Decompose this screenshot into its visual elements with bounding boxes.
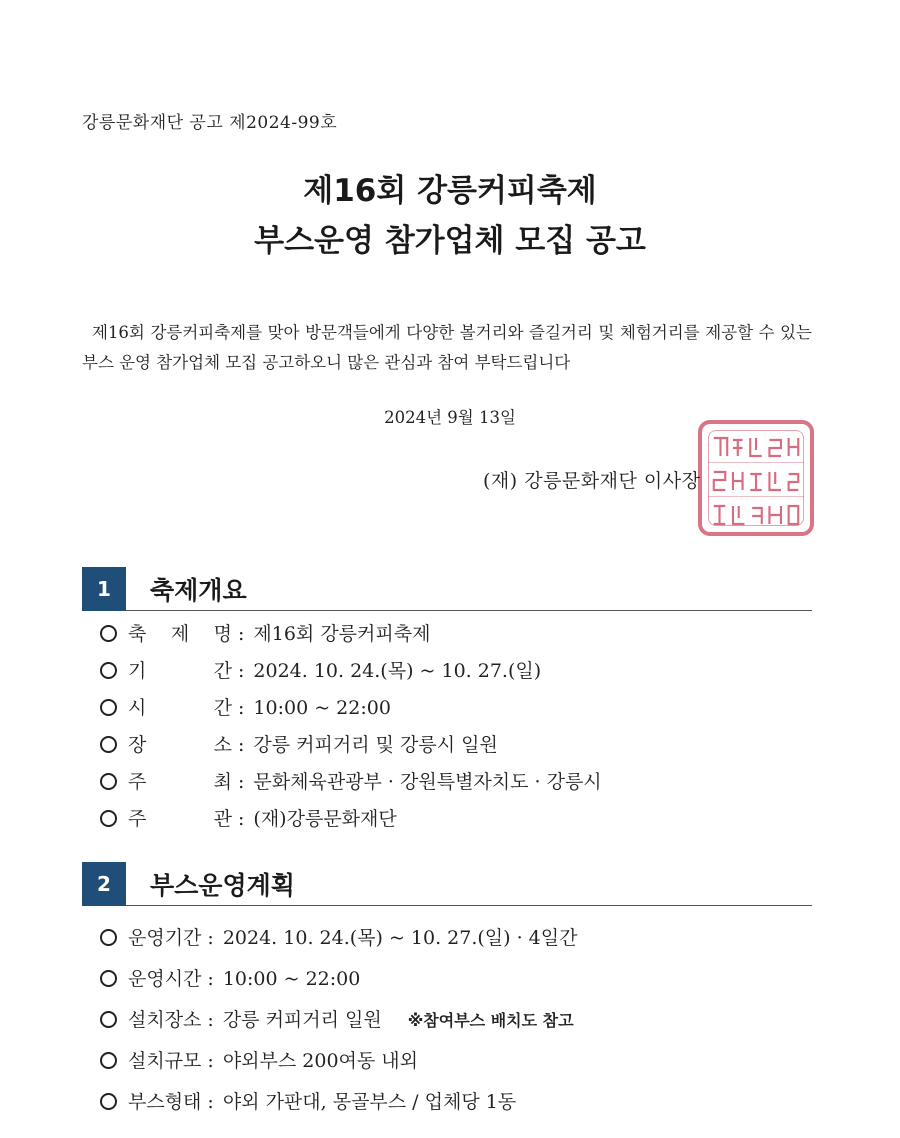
- list-item: 주 관 : (재)강릉문화재단: [100, 801, 602, 838]
- section-1-divider: [126, 610, 812, 611]
- item-label: 기 간: [128, 660, 232, 682]
- item-label: 축 제 명: [128, 623, 232, 645]
- item-value: 10:00 ~ 22:00: [253, 697, 391, 719]
- section-2-number: 2: [82, 862, 126, 906]
- item-label: 주 최: [128, 771, 232, 793]
- item-label: 설치규모: [128, 1050, 202, 1072]
- list-item: 부스형태 : 야외 가판대, 몽골부스 / 업체당 1동: [100, 1082, 577, 1123]
- item-label: 부스형태: [128, 1091, 202, 1113]
- notice-number: 강릉문화재단 공고 제2024-99호: [82, 113, 338, 133]
- list-item: 기 간 : 2024. 10. 24.(목) ~ 10. 27.(일): [100, 653, 602, 690]
- list-item: 운영기간 : 2024. 10. 24.(목) ~ 10. 27.(일) · 4일간: [100, 918, 577, 959]
- intro-paragraph: 제16회 강릉커피축제를 맞아 방문객들에게 다양한 볼거리와 즐길거리 및 체험거리를 제공할 수 있는 부스 운영 참가업체 모집 공고하오니 많은 관심과 참여 부탁드립니다: [82, 323, 812, 372]
- circle-bullet-icon: [100, 699, 117, 716]
- section-1-number: 1: [82, 567, 126, 611]
- list-item: 장 소 : 강릉 커피거리 및 강릉시 일원: [100, 727, 602, 764]
- list-item: 시 간 : 10:00 ~ 22:00: [100, 690, 602, 727]
- item-value: 2024. 10. 24.(목) ~ 10. 27.(일) · 4일간: [222, 927, 578, 949]
- circle-bullet-icon: [100, 1011, 117, 1028]
- circle-bullet-icon: [100, 736, 117, 753]
- festival-overview-list: [100, 616, 602, 838]
- section-1-title: 축제개요: [150, 576, 247, 605]
- item-value: 야외 가판대, 몽골부스 / 업체당 1동: [222, 1091, 517, 1113]
- section-2-divider: [126, 905, 812, 906]
- item-value: 제16회 강릉커피축제: [253, 623, 431, 645]
- circle-bullet-icon: [100, 1093, 117, 1110]
- item-label: 장 소: [128, 734, 232, 756]
- item-value: 문화체육관광부 · 강원특별자치도 · 강릉시: [253, 771, 602, 793]
- list-item: 운영시간 : 10:00 ~ 22:00: [100, 959, 577, 1000]
- list-item: 설치장소 : 강릉 커피거리 일원 ※참여부스 배치도 참고: [100, 1000, 577, 1041]
- booth-plan-list: [100, 918, 577, 1123]
- circle-bullet-icon: [100, 1052, 117, 1069]
- item-value: 야외부스 200여동 내외: [222, 1050, 419, 1072]
- section-2-title: 부스운영계획: [150, 871, 295, 900]
- item-value: (재)강릉문화재단: [253, 808, 397, 830]
- section-1-header: [82, 567, 812, 611]
- circle-bullet-icon: [100, 773, 117, 790]
- circle-bullet-icon: [100, 929, 117, 946]
- list-item: 설치규모 : 야외부스 200여동 내외: [100, 1041, 577, 1082]
- item-value: 강릉 커피거리 및 강릉시 일원: [253, 734, 498, 756]
- section-2-header: [82, 862, 812, 906]
- list-item: 주 최 : 문화체육관광부 · 강원특별자치도 · 강릉시: [100, 764, 602, 801]
- title-line-2: 부스운영 참가업체 모집 공고: [254, 223, 646, 259]
- item-value: 10:00 ~ 22:00: [222, 968, 361, 990]
- official-seal-stamp: [698, 420, 814, 536]
- list-item: 축 제 명 : 제16회 강릉커피축제: [100, 616, 602, 653]
- item-note: ※참여부스 배치도 참고: [407, 1011, 574, 1030]
- item-label: 설치장소: [128, 1009, 202, 1031]
- circle-bullet-icon: [100, 810, 117, 827]
- circle-bullet-icon: [100, 625, 117, 642]
- notice-date: 2024년 9월 13일: [384, 408, 516, 427]
- title-line-1: 제16회 강릉커피축제: [303, 173, 597, 209]
- item-label: 운영기간: [128, 927, 202, 949]
- item-label: 시 간: [128, 697, 232, 719]
- item-label: 주 관: [128, 808, 232, 830]
- circle-bullet-icon: [100, 662, 117, 679]
- item-label: 운영시간: [128, 968, 202, 990]
- item-value: 강릉 커피거리 일원: [222, 1009, 382, 1031]
- circle-bullet-icon: [100, 970, 117, 987]
- issuing-organization: (재) 강릉문화재단 이사장: [483, 470, 701, 492]
- item-value: 2024. 10. 24.(목) ~ 10. 27.(일): [253, 660, 542, 682]
